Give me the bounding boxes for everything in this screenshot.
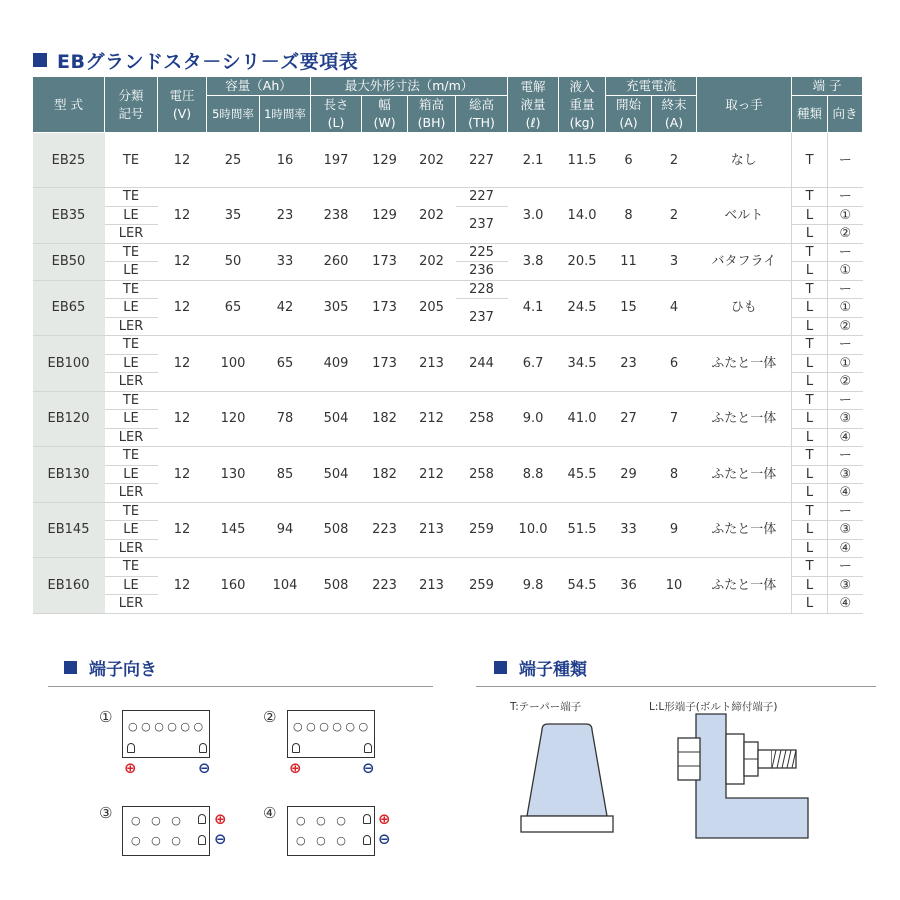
cell-term-dir: ①	[828, 354, 863, 373]
cell-term-type: L	[792, 484, 828, 503]
cell-class-code: LER	[105, 225, 158, 244]
terminal-minus	[199, 743, 207, 753]
cell-w: 173	[362, 336, 408, 392]
cell-l: 409	[311, 336, 362, 392]
cell-term-type: T	[792, 188, 828, 207]
header-cap5: 5時間率	[207, 96, 260, 133]
cell-c5: 160	[207, 558, 260, 614]
cell-start: 15	[606, 280, 652, 336]
cell-model: EB120	[33, 391, 105, 447]
orientation-square-icon	[64, 661, 77, 674]
cell-total-height: 244	[456, 336, 508, 392]
cell-model: EB35	[33, 188, 105, 244]
cell-start: 36	[606, 558, 652, 614]
cell-v: 12	[158, 188, 207, 244]
cell-term-type: T	[792, 558, 828, 577]
cell-handle: ひも	[697, 280, 792, 336]
cell-term-type: T	[792, 502, 828, 521]
header-handle: 取っ手	[697, 77, 792, 133]
cell-handle: ふたと一体	[697, 558, 792, 614]
cell-term-dir: ー	[828, 133, 863, 188]
header-term-type: 種類	[792, 96, 828, 133]
cell-handle: ふたと一体	[697, 391, 792, 447]
battery-top-view: ○ ○ ○ ○ ○ ○	[287, 806, 375, 856]
cell-l: 305	[311, 280, 362, 336]
cell-term-dir: ③	[828, 576, 863, 595]
cell-class-code: LER	[105, 539, 158, 558]
cell-term-dir: ②	[828, 317, 863, 336]
cell-term-dir: ー	[828, 280, 863, 299]
table-row	[33, 447, 863, 466]
header-width: 幅 (W)	[362, 96, 408, 133]
cell-kg: 11.5	[559, 133, 606, 188]
cell-w: 173	[362, 280, 408, 336]
terminal-minus	[363, 835, 371, 845]
cell-term-dir: ②	[828, 225, 863, 244]
cell-ele: 4.1	[508, 280, 559, 336]
cell-term-type: L	[792, 262, 828, 281]
cell-c5: 35	[207, 188, 260, 244]
cell-ele: 8.8	[508, 447, 559, 503]
cell-end: 6	[652, 336, 697, 392]
terminal-minus	[198, 835, 206, 845]
header-capacity: 容量（Ah）	[207, 77, 311, 96]
minus-icon: ⊖	[214, 830, 227, 848]
cell-w: 223	[362, 558, 408, 614]
cell-ele: 2.1	[508, 133, 559, 188]
cell-total-height: 237	[456, 206, 508, 243]
cell-start: 6	[606, 133, 652, 188]
title-square-icon	[33, 53, 47, 67]
cell-total-height: 258	[456, 391, 508, 447]
header-charge: 充電電流	[606, 77, 697, 96]
cell-total-height: 225	[456, 243, 508, 262]
battery-top-view: ○ ○ ○ ○ ○ ○	[122, 806, 210, 856]
table-row	[33, 188, 863, 207]
cell-handle: なし	[697, 133, 792, 188]
cell-class-code: LE	[105, 206, 158, 225]
cell-term-type: L	[792, 225, 828, 244]
cell-end: 2	[652, 188, 697, 244]
terminal-plus	[363, 814, 371, 824]
battery-top-view: ○○○○○○	[122, 710, 210, 758]
cell-v: 12	[158, 133, 207, 188]
minus-icon: ⊖	[198, 759, 211, 777]
cell-l: 504	[311, 447, 362, 503]
cell-term-dir: ①	[828, 262, 863, 281]
orientation-divider	[48, 686, 433, 687]
cell-total-height: 227	[456, 133, 508, 188]
header-electrolyte: 電解 液量 (ℓ)	[508, 77, 559, 133]
cell-class-code: TE	[105, 391, 158, 410]
cell-term-type: T	[792, 243, 828, 262]
header-weight: 液入 重量 (kg)	[559, 77, 606, 133]
cell-start: 27	[606, 391, 652, 447]
cell-end: 8	[652, 447, 697, 503]
cell-kg: 14.0	[559, 188, 606, 244]
cell-total-height: 259	[456, 558, 508, 614]
cell-term-type: L	[792, 317, 828, 336]
cell-term-type: L	[792, 354, 828, 373]
cell-term-dir: ①	[828, 299, 863, 318]
cell-term-type: T	[792, 133, 828, 188]
cell-class-code: LER	[105, 484, 158, 503]
cell-bh: 213	[408, 558, 456, 614]
cell-term-dir: ④	[828, 428, 863, 447]
table-row	[33, 558, 863, 577]
battery-top-view: ○○○○○○	[287, 710, 375, 758]
cell-bh: 202	[408, 133, 456, 188]
cell-bh: 213	[408, 502, 456, 558]
orientation-heading: 端子向き	[64, 655, 157, 679]
cell-c1: 16	[260, 133, 311, 188]
cell-term-type: T	[792, 280, 828, 299]
cell-l: 508	[311, 558, 362, 614]
cell-c1: 94	[260, 502, 311, 558]
spec-table	[32, 76, 863, 614]
cell-ele: 9.0	[508, 391, 559, 447]
cell-bh: 212	[408, 447, 456, 503]
cell-c5: 65	[207, 280, 260, 336]
cell-c5: 145	[207, 502, 260, 558]
cell-term-type: T	[792, 336, 828, 355]
cell-ele: 3.0	[508, 188, 559, 244]
cell-term-dir: ③	[828, 521, 863, 540]
cell-l: 197	[311, 133, 362, 188]
table-row	[33, 391, 863, 410]
cell-term-dir: ④	[828, 484, 863, 503]
cell-handle: ベルト	[697, 188, 792, 244]
cell-term-dir: ー	[828, 336, 863, 355]
cell-bh: 212	[408, 391, 456, 447]
cell-l: 260	[311, 243, 362, 280]
cell-term-dir: ー	[828, 391, 863, 410]
cell-c5: 120	[207, 391, 260, 447]
cell-kg: 34.5	[559, 336, 606, 392]
header-box-height: 箱高 (BH)	[408, 96, 456, 133]
cell-term-dir: ー	[828, 243, 863, 262]
cell-kg: 20.5	[559, 243, 606, 280]
cell-kg: 41.0	[559, 391, 606, 447]
cell-kg: 24.5	[559, 280, 606, 336]
plus-icon: ⊕	[214, 810, 227, 828]
cell-term-type: L	[792, 595, 828, 614]
table-row	[33, 336, 863, 355]
cell-c5: 100	[207, 336, 260, 392]
cell-term-type: T	[792, 391, 828, 410]
cell-term-type: L	[792, 206, 828, 225]
cell-c5: 130	[207, 447, 260, 503]
cell-ele: 3.8	[508, 243, 559, 280]
cell-w: 182	[362, 391, 408, 447]
page-title: EBグランドスタ－シリ－ズ要項表	[33, 47, 358, 73]
cell-term-type: L	[792, 299, 828, 318]
terminal-minus	[364, 743, 372, 753]
cell-class-code: LER	[105, 317, 158, 336]
cell-total-height: 236	[456, 262, 508, 281]
header-charge-end: 終末 (A)	[652, 96, 697, 133]
taper-terminal-caption: T:テーパー端子	[510, 701, 582, 713]
cell-term-dir: ー	[828, 447, 863, 466]
table-row	[33, 243, 863, 262]
cell-l: 238	[311, 188, 362, 244]
cell-v: 12	[158, 280, 207, 336]
cell-class-code: TE	[105, 447, 158, 466]
cell-term-dir: ー	[828, 188, 863, 207]
cell-class-code: TE	[105, 336, 158, 355]
cell-start: 8	[606, 188, 652, 244]
cell-class-code: LER	[105, 428, 158, 447]
cell-total-height: 258	[456, 447, 508, 503]
cell-kg: 45.5	[559, 447, 606, 503]
plus-icon: ⊕	[378, 810, 391, 828]
cell-bh: 202	[408, 243, 456, 280]
cell-start: 11	[606, 243, 652, 280]
types-heading: 端子種類	[494, 655, 587, 679]
cell-class-code: TE	[105, 133, 158, 188]
cell-total-height: 228	[456, 280, 508, 299]
cell-class-code: LE	[105, 576, 158, 595]
cell-total-height: 237	[456, 299, 508, 336]
cell-handle: ふたと一体	[697, 447, 792, 503]
cell-bh: 213	[408, 336, 456, 392]
cell-c1: 33	[260, 243, 311, 280]
cell-c1: 85	[260, 447, 311, 503]
cell-class-code: TE	[105, 558, 158, 577]
plus-icon: ⊕	[289, 759, 302, 777]
cell-handle: バタフライ	[697, 243, 792, 280]
cell-model: EB65	[33, 280, 105, 336]
cell-start: 33	[606, 502, 652, 558]
cell-class-code: TE	[105, 280, 158, 299]
cell-class-code: LE	[105, 410, 158, 429]
cell-end: 2	[652, 133, 697, 188]
types-square-icon	[494, 661, 507, 674]
cell-w: 223	[362, 502, 408, 558]
cell-end: 3	[652, 243, 697, 280]
terminal-plus	[198, 814, 206, 824]
cell-class-code: TE	[105, 502, 158, 521]
cell-end: 10	[652, 558, 697, 614]
cell-ele: 6.7	[508, 336, 559, 392]
cell-term-type: L	[792, 576, 828, 595]
cell-term-dir: ④	[828, 595, 863, 614]
minus-icon: ⊖	[378, 830, 391, 848]
cell-c1: 42	[260, 280, 311, 336]
cell-class-code: LER	[105, 373, 158, 392]
cell-ele: 9.8	[508, 558, 559, 614]
cell-v: 12	[158, 243, 207, 280]
cell-term-type: L	[792, 465, 828, 484]
cell-term-dir: ②	[828, 373, 863, 392]
header-length: 長さ (L)	[311, 96, 362, 133]
cell-l: 508	[311, 502, 362, 558]
cell-model: EB130	[33, 447, 105, 503]
cell-start: 29	[606, 447, 652, 503]
header-model: 型 式	[33, 77, 105, 133]
cell-w: 173	[362, 243, 408, 280]
cell-total-height: 259	[456, 502, 508, 558]
cell-total-height: 227	[456, 188, 508, 207]
cell-v: 12	[158, 336, 207, 392]
cell-term-type: L	[792, 410, 828, 429]
cell-class-code: TE	[105, 243, 158, 262]
cell-class-code: LE	[105, 354, 158, 373]
cell-w: 129	[362, 188, 408, 244]
cell-end: 9	[652, 502, 697, 558]
table-row	[33, 502, 863, 521]
cell-v: 12	[158, 447, 207, 503]
cell-start: 23	[606, 336, 652, 392]
plus-icon: ⊕	[124, 759, 137, 777]
cell-kg: 54.5	[559, 558, 606, 614]
cell-w: 182	[362, 447, 408, 503]
cell-term-dir: ①	[828, 206, 863, 225]
cell-bh: 202	[408, 188, 456, 244]
types-divider	[476, 686, 876, 687]
cell-model: EB25	[33, 133, 105, 188]
cell-c5: 25	[207, 133, 260, 188]
cell-term-type: T	[792, 447, 828, 466]
cell-term-type: L	[792, 521, 828, 540]
cell-bh: 205	[408, 280, 456, 336]
header-total-height: 総高 (TH)	[456, 96, 508, 133]
cell-v: 12	[158, 502, 207, 558]
cell-term-dir: ③	[828, 465, 863, 484]
cell-model: EB100	[33, 336, 105, 392]
cell-kg: 51.5	[559, 502, 606, 558]
cell-handle: ふたと一体	[697, 502, 792, 558]
cell-class-code: TE	[105, 188, 158, 207]
cell-class-code: LE	[105, 262, 158, 281]
cell-c1: 23	[260, 188, 311, 244]
cell-end: 4	[652, 280, 697, 336]
cell-class-code: LE	[105, 465, 158, 484]
minus-icon: ⊖	[362, 759, 375, 777]
cell-end: 7	[652, 391, 697, 447]
table-row	[33, 133, 863, 188]
cell-class-code: LE	[105, 521, 158, 540]
terminal-plus	[127, 743, 135, 753]
cell-ele: 10.0	[508, 502, 559, 558]
header-terminal: 端 子	[792, 77, 863, 96]
header-dimensions: 最大外形寸法（m/m）	[311, 77, 508, 96]
header-voltage: 電圧 (V)	[158, 77, 207, 133]
cell-term-type: L	[792, 428, 828, 447]
cell-term-type: L	[792, 539, 828, 558]
cell-model: EB160	[33, 558, 105, 614]
cell-c1: 65	[260, 336, 311, 392]
cell-term-dir: ー	[828, 558, 863, 577]
cell-c5: 50	[207, 243, 260, 280]
cell-term-dir: ③	[828, 410, 863, 429]
cell-class-code: LER	[105, 595, 158, 614]
cell-model: EB50	[33, 243, 105, 280]
cell-handle: ふたと一体	[697, 336, 792, 392]
cell-model: EB145	[33, 502, 105, 558]
cell-class-code: LE	[105, 299, 158, 318]
cell-l: 504	[311, 391, 362, 447]
cell-w: 129	[362, 133, 408, 188]
cell-c1: 104	[260, 558, 311, 614]
header-cap1: 1時間率	[260, 96, 311, 133]
cell-c1: 78	[260, 391, 311, 447]
cell-v: 12	[158, 558, 207, 614]
table-row	[33, 280, 863, 299]
header-class-code: 分類 記号	[105, 77, 158, 133]
l-terminal-icon	[668, 712, 878, 847]
cell-v: 12	[158, 391, 207, 447]
header-term-dir: 向き	[828, 96, 863, 133]
cell-term-type: L	[792, 373, 828, 392]
terminal-plus	[292, 743, 300, 753]
taper-terminal-icon	[512, 720, 622, 840]
cell-term-dir: ー	[828, 502, 863, 521]
l-terminal-caption: L:L形端子(ボルト締付端子)	[649, 701, 778, 713]
cell-term-dir: ④	[828, 539, 863, 558]
header-charge-start: 開始 (A)	[606, 96, 652, 133]
